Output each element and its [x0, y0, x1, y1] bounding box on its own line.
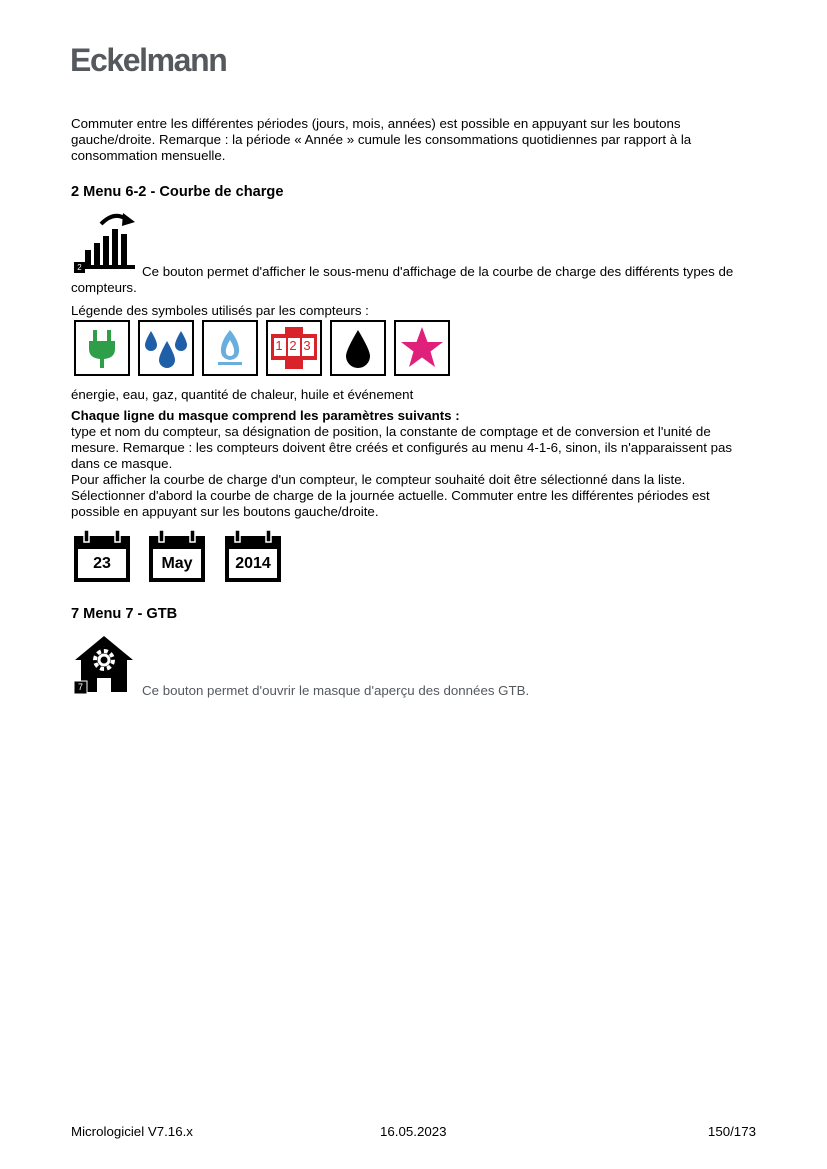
calendar-month-value: May — [161, 555, 193, 572]
plug-icon — [74, 320, 130, 376]
parameters-text: type et nom du compteur, sa désignation de position, la constante de comptage et de conversion et l'unité de mesure. Remarque : les compteurs doivent être créés et configurés au menu 4-1-6, sinon, ils n'apparaissent pas dans ce masque. — [71, 424, 733, 471]
period-switch-text: Sélectionner d'abord la courbe de charge de la journée actuelle. Commuter entre les différentes périodes est possible en appuyant sur les boutons gauche/droite. — [71, 488, 710, 519]
parameters-title: Chaque ligne du masque comprend les paramètres suivants : — [71, 408, 460, 423]
select-counter-text: Pour afficher la courbe de charge d'un compteur, le compteur souhaité doit être sélectionné dans la liste. — [71, 472, 686, 487]
water-drops-icon — [138, 320, 194, 376]
calendar-year-icon — [224, 530, 284, 582]
calendar-day-icon — [73, 530, 133, 582]
footer-firmware: Micrologiciel V7.16.x — [71, 1124, 193, 1139]
menu-badge-number: 7 — [77, 682, 83, 692]
gtb-description: Ce bouton permet d'ouvrir le masque d'aperçu des données GTB. — [142, 683, 530, 698]
period-calendars — [73, 530, 283, 584]
intro-paragraph: Commuter entre les différentes périodes (jours, mois, années) est possible en appuyant sur les boutons gauche/droite. Remarque : la période « Année » cumule les consommations quotidiennes par rapport à la consommation mensuelle. — [71, 116, 692, 163]
calendar-day-value: 23 — [93, 555, 111, 572]
legend-title: Légende des symboles utilisés par les compteurs : — [71, 303, 369, 318]
gas-flame-icon — [202, 320, 258, 376]
load-curve-description: Ce bouton permet d'afficher le sous-menu d'affichage de la courbe de charge des différents types de compteurs. — [71, 264, 734, 295]
counter-symbol-legend — [74, 320, 450, 376]
heat-digit-1: 1 — [275, 338, 283, 353]
oil-drop-icon — [330, 320, 386, 376]
heat-meter-icon — [266, 320, 322, 376]
heat-digit-3: 3 — [303, 338, 311, 353]
event-star-icon — [394, 320, 450, 376]
heat-digit-2: 2 — [289, 338, 297, 353]
gtb-house-icon — [73, 634, 135, 696]
section-2-heading: 2 Menu 6-2 - Courbe de charge — [71, 184, 284, 200]
section-7-heading: 7 Menu 7 - GTB — [71, 606, 178, 622]
menu-badge-number: 2 — [77, 263, 82, 272]
eckelmann-logo: Eckelmann — [70, 42, 227, 78]
calendar-year-value: 2014 — [235, 555, 271, 572]
calendar-month-icon — [148, 530, 208, 582]
footer-page-number: 150/173 — [707, 1124, 756, 1139]
legend-caption: énergie, eau, gaz, quantité de chaleur, huile et événement — [71, 387, 414, 402]
footer-date: 16.05.2023 — [380, 1124, 447, 1139]
